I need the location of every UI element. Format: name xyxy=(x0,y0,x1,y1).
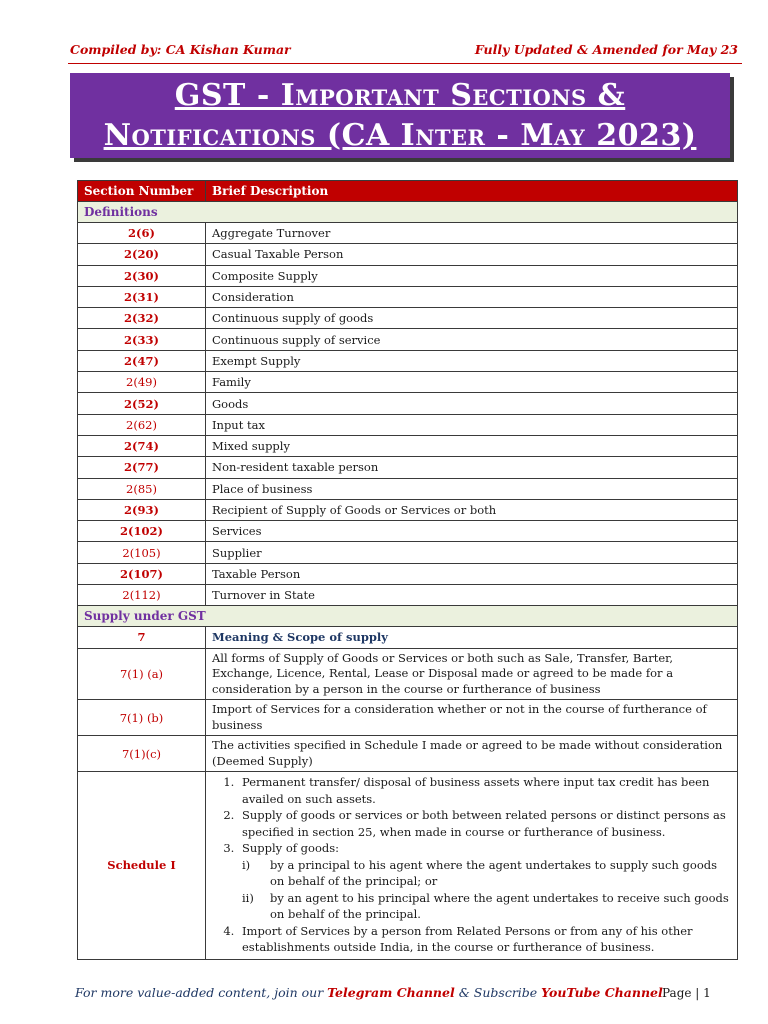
table-row xyxy=(78,542,738,563)
youtube-link[interactable]: YouTube Channel xyxy=(541,985,663,1000)
schedule-item: 1. Permanent transfer/ disposal of business assets where input tax credit has been availed on such assets. xyxy=(238,774,731,807)
compiled-by: Compiled by: CA Kishan Kumar xyxy=(70,42,291,57)
footer-prefix: For more value-added content, join our xyxy=(75,985,328,1000)
section-description: Recipient of Supply of Goods or Services or both xyxy=(206,499,738,520)
category-label: Definitions xyxy=(78,202,738,223)
section-number: 2(77) xyxy=(78,457,206,478)
table-row xyxy=(78,308,738,329)
schedule-sublist xyxy=(242,857,731,923)
schedule-list xyxy=(212,774,731,956)
table-row xyxy=(78,700,738,736)
schedule-item: 2. Supply of goods or services or both between related persons or distinct persons as specified in section 25, when made in course or furtherance of business. xyxy=(238,807,731,840)
section-number: 2(31) xyxy=(78,286,206,307)
category-row-definitions xyxy=(78,202,738,223)
table-row xyxy=(78,563,738,584)
category-row-supply xyxy=(78,606,738,627)
section-number: 2(52) xyxy=(78,393,206,414)
subitem-text: by an agent to his principal where the agent undertakes to receive such goods on behalf of the principal. xyxy=(270,890,729,922)
section-description: Place of business xyxy=(206,478,738,499)
section-description: All forms of Supply of Goods or Services or both such as Sale, Transfer, Barter, Exchange, Licence, Rental, Lease or Disposal made or agreed to be made for a consideration by a person in the course or furtherance of business xyxy=(206,648,738,700)
col-header-description: Brief Description xyxy=(206,181,738,202)
telegram-link[interactable]: Telegram Channel xyxy=(327,985,455,1000)
section-description: Non-resident taxable person xyxy=(206,457,738,478)
footer-note xyxy=(75,985,663,1000)
schedule-item: 4. Import of Services by a person from Related Persons or from any of his other establishments outside India, in the course or furtherance of business. xyxy=(238,923,731,956)
table-row xyxy=(78,499,738,520)
section-description: Input tax xyxy=(206,414,738,435)
section-description: Meaning & Scope of supply xyxy=(206,627,738,648)
section-number: 2(49) xyxy=(78,372,206,393)
section-description: Continuous supply of service xyxy=(206,329,738,350)
section-description: Taxable Person xyxy=(206,563,738,584)
table-row xyxy=(78,736,738,772)
section-description: Composite Supply xyxy=(206,265,738,286)
table-row xyxy=(78,478,738,499)
table-row xyxy=(78,435,738,456)
section-number: 2(62) xyxy=(78,414,206,435)
table-row xyxy=(78,329,738,350)
table-row xyxy=(78,627,738,648)
section-description: Exempt Supply xyxy=(206,350,738,371)
section-description: The activities specified in Schedule I made or agreed to be made without consideration (Deemed Supply) xyxy=(206,736,738,772)
schedule-label: Schedule I xyxy=(78,772,206,960)
footer-mid: & Subscribe xyxy=(454,985,542,1000)
table-row xyxy=(78,244,738,265)
table-header-row xyxy=(78,181,738,202)
section-number: 7(1) (a) xyxy=(78,648,206,700)
header-divider xyxy=(68,63,742,64)
section-number: 2(47) xyxy=(78,350,206,371)
title-line-2: Notifications (CA Inter - May 2023) xyxy=(103,117,697,153)
section-number: 2(102) xyxy=(78,521,206,542)
section-number: 2(107) xyxy=(78,563,206,584)
subitem-text: by a principal to his agent where the agent undertakes to supply such goods on behalf of the principal; or xyxy=(270,857,718,889)
table-row xyxy=(78,457,738,478)
section-number: 7(1) (b) xyxy=(78,700,206,736)
section-description: Continuous supply of goods xyxy=(206,308,738,329)
section-description: Mixed supply xyxy=(206,435,738,456)
section-number: 2(6) xyxy=(78,223,206,244)
section-description: Family xyxy=(206,372,738,393)
table-row xyxy=(78,372,738,393)
schedule-1-row xyxy=(78,772,738,960)
section-description: Turnover in State xyxy=(206,585,738,606)
page-number: Page | 1 xyxy=(662,986,711,1000)
section-description: Supplier xyxy=(206,542,738,563)
section-number: 7 xyxy=(78,627,206,648)
col-header-section: Section Number xyxy=(78,181,206,202)
title-banner xyxy=(70,73,730,158)
title-line-1: GST - Important Sections & xyxy=(174,77,626,113)
section-number: 2(30) xyxy=(78,265,206,286)
section-description: Aggregate Turnover xyxy=(206,223,738,244)
section-number: 2(20) xyxy=(78,244,206,265)
table-row xyxy=(78,414,738,435)
category-label: Supply under GST xyxy=(78,606,738,627)
table-row xyxy=(78,585,738,606)
table-row xyxy=(78,350,738,371)
section-description: Consideration xyxy=(206,286,738,307)
section-number: 2(105) xyxy=(78,542,206,563)
section-number: 2(32) xyxy=(78,308,206,329)
page-header xyxy=(70,42,738,62)
table-row xyxy=(78,223,738,244)
section-number: 2(74) xyxy=(78,435,206,456)
schedule-subitem xyxy=(242,890,731,923)
subitem-number: ii) xyxy=(242,890,254,905)
sections-table xyxy=(77,180,738,960)
section-number: 2(33) xyxy=(78,329,206,350)
section-description: Import of Services for a consideration whether or not in the course of furtherance of business xyxy=(206,700,738,736)
section-number: 2(112) xyxy=(78,585,206,606)
table-row xyxy=(78,393,738,414)
schedule-item xyxy=(238,840,731,923)
table-row xyxy=(78,648,738,700)
schedule-subitem xyxy=(242,857,731,890)
update-note: Fully Updated & Amended for May 23 xyxy=(474,42,738,57)
section-number: 2(93) xyxy=(78,499,206,520)
table-row xyxy=(78,521,738,542)
section-number: 2(85) xyxy=(78,478,206,499)
section-description: Services xyxy=(206,521,738,542)
section-number: 7(1)(c) xyxy=(78,736,206,772)
table-row xyxy=(78,286,738,307)
subitem-number: i) xyxy=(242,857,251,872)
table-row xyxy=(78,265,738,286)
schedule-items xyxy=(206,772,738,960)
schedule-item-text: Supply of goods: xyxy=(242,841,340,856)
section-description: Goods xyxy=(206,393,738,414)
section-description: Casual Taxable Person xyxy=(206,244,738,265)
